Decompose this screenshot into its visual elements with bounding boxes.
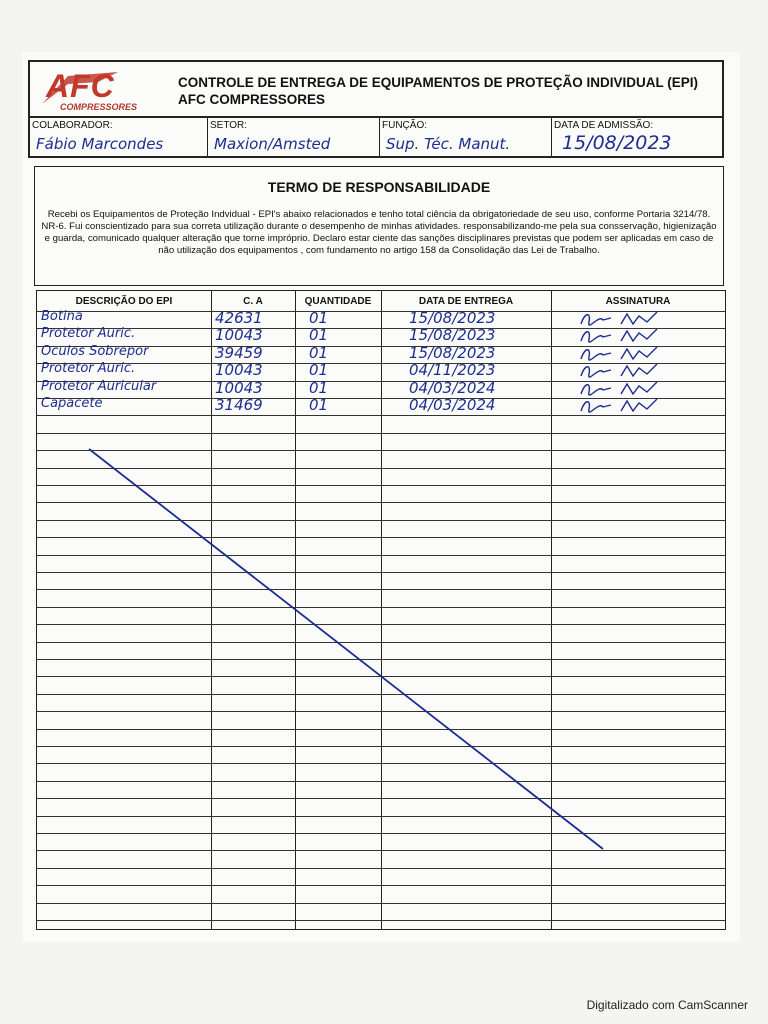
header-assinatura: ASSINATURA — [605, 296, 671, 307]
cell-desc: Capacete — [41, 396, 103, 411]
header-quantidade: QUANTIDADE — [304, 296, 372, 307]
scanner-watermark: Digitalizado com CamScanner — [586, 998, 748, 1012]
row-line — [37, 781, 725, 782]
setor-cell — [208, 118, 380, 156]
row-line — [37, 659, 725, 660]
row-line — [37, 485, 725, 486]
cell-ca: 42631 — [215, 309, 263, 327]
row-line — [37, 520, 725, 521]
row-line — [37, 694, 725, 695]
row-line — [37, 468, 725, 469]
cell-date: 04/03/2024 — [409, 378, 496, 397]
company-logo — [38, 68, 158, 112]
cell-qty: 01 — [309, 396, 329, 414]
row-line — [37, 450, 725, 451]
cell-qty: 01 — [309, 309, 329, 327]
row-line — [37, 642, 725, 643]
cell-desc: Botina — [41, 309, 83, 324]
row-line — [37, 415, 725, 416]
row-line — [37, 607, 725, 608]
header-data-entrega: DATA DE ENTREGA — [418, 296, 514, 307]
cell-ca: 31469 — [215, 396, 263, 414]
row-line — [37, 763, 725, 764]
logo-text: AFC — [46, 68, 115, 104]
cell-date: 15/08/2023 — [409, 309, 496, 327]
cell-desc: Óculos Sobrepor — [41, 343, 149, 359]
admissao-value: 15/08/2023 — [562, 132, 672, 154]
cell-qty: 01 — [309, 326, 329, 345]
header-descricao: DESCRIÇÃO DO EPI — [75, 296, 173, 307]
cell-date: 04/11/2023 — [409, 361, 496, 380]
header-ca: C. A — [243, 296, 263, 307]
logo-subtext: COMPRESSORES — [60, 102, 138, 112]
setor-label: SETOR: — [210, 120, 248, 131]
row-line — [37, 833, 725, 834]
title-line-1: CONTROLE DE ENTREGA DE EQUIPAMENTOS DE PROTEÇÃO INDIVIDUAL (EPI) — [178, 75, 699, 90]
row-line — [37, 624, 725, 625]
cell-ca: 10043 — [215, 326, 263, 345]
cell-desc: Protetor Auric. — [41, 361, 136, 377]
row-line — [37, 868, 725, 869]
row-line — [37, 903, 725, 904]
setor-value: Maxion/Amsted — [214, 135, 331, 153]
row-line — [37, 885, 725, 886]
row-line — [37, 555, 725, 556]
admissao-cell — [552, 118, 724, 156]
cell-desc: Protetor Auricular — [41, 378, 157, 394]
cell-ca: 10043 — [215, 378, 263, 397]
row-line — [37, 433, 725, 434]
title-line-2: AFC COMPRESSORES — [178, 92, 326, 107]
cell-qty: 01 — [309, 378, 329, 397]
cell-date: 15/08/2023 — [409, 343, 496, 362]
row-line — [37, 746, 725, 747]
cell-date: 15/08/2023 — [409, 326, 496, 345]
row-line — [37, 816, 725, 817]
cell-ca: 39459 — [215, 343, 263, 362]
funcao-cell — [380, 118, 552, 156]
row-line — [37, 729, 725, 730]
employee-info-row — [28, 118, 724, 158]
terms-box — [34, 166, 724, 286]
row-line — [37, 850, 725, 851]
colaborador-cell — [30, 118, 208, 156]
cell-desc: Protetor Auric. — [41, 326, 136, 342]
admissao-label: DATA DE ADMISSÃO: — [554, 120, 654, 131]
cell-ca: 10043 — [215, 361, 263, 380]
terms-title: TERMO DE RESPONSABILIDADE — [267, 179, 491, 195]
epi-table — [36, 290, 726, 930]
cell-qty: 01 — [309, 361, 329, 380]
row-line — [37, 920, 725, 921]
signature-mark — [577, 397, 687, 415]
row-line — [37, 589, 725, 590]
cell-date: 04/03/2024 — [409, 396, 496, 414]
row-line — [37, 537, 725, 538]
funcao-value: Sup. Téc. Manut. — [386, 135, 511, 153]
signature-mark — [577, 362, 687, 380]
signature-mark — [577, 310, 687, 328]
document-title — [178, 74, 698, 108]
terms-text: Recebi os Equipamentos de Proteção Indvidual - EPI's abaixo relacionados e tenho total ciência da obrigatoriedade de seu uso, conforme Portaria 3214/78. NR-6. Fui conscientizado para sua correta utilização durante o desempenho de minhas atividades. responsabilizando-me pela sua consservação, higienização e guarda, comunicado qualquer alteração que torne impróprio. Declaro estar ciente das sanções disciplinares previstas que podem ser aplicadas em caso de não utilização dos equipamentos , com fundamento no artigo 158 da Consolidação das Lei de Trabalho. — [41, 209, 717, 256]
row-line — [37, 676, 725, 677]
row-line — [37, 572, 725, 573]
signature-mark — [577, 327, 687, 345]
signature-mark — [577, 345, 687, 363]
funcao-label: FUNÇÃO: — [382, 120, 427, 131]
row-line — [37, 798, 725, 799]
colaborador-label: COLABORADOR: — [32, 120, 113, 131]
row-line — [37, 711, 725, 712]
cell-qty: 01 — [309, 343, 329, 362]
form-header — [28, 60, 724, 118]
colaborador-value: Fábio Marcondes — [36, 135, 164, 153]
row-line — [37, 502, 725, 503]
signature-mark — [577, 380, 687, 398]
